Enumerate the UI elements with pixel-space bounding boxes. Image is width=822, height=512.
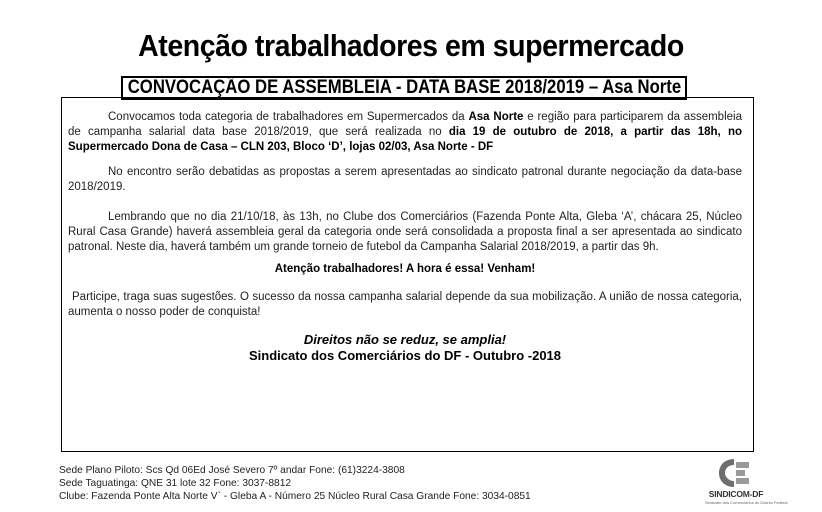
paragraph-general-assembly: Lembrando que no dia 21/10/18, às 13h, no Clube dos Comerciários (Fazenda Ponte Alta, Gleba ‘A’, chácara 25, Núcleo Rural Casa Grande) haverá assembleia geral da categoria onde será consolidada a proposta final a ser apresentada ao sindicato patronal. Neste dia, haverá também um grande torneio de futebol da Campanha Salarial 2018/2019, a partir das 9h. xyxy=(68,211,742,254)
p1-text-1: Convocamos toda categoria de trabalhadores em Supermercados da xyxy=(108,111,469,123)
footer-plano-piloto: Sede Plano Piloto: Scs Qd 06Ed José Severo 7º andar Fone: (61)3224-3808 xyxy=(59,465,405,476)
paragraph-convocation xyxy=(68,110,742,156)
callout: Atenção trabalhadores! A hora é essa! Venham! xyxy=(274,263,536,275)
headline: Atenção trabalhadores em supermercado xyxy=(138,28,684,63)
signature: Sindicato dos Comerciários do DF - Outubro -2018 xyxy=(248,348,562,363)
logo-name: SINDICOM-DF xyxy=(708,489,764,499)
sindicom-logo xyxy=(705,456,788,510)
paragraph-participate: Participe, traga suas sugestões. O sucesso da nossa campanha salarial depende da sua mobilização. A união de nossa categoria, aumenta o nosso poder de conquista! xyxy=(68,291,742,319)
footer-taguatinga: Sede Taguatinga: QNE 31 lote 32 Fone: 3037-8812 xyxy=(59,478,292,490)
subtitle: CONVOCAÇÃO DE ASSEMBLEIA - DATA BASE 2018/2019 – Asa Norte xyxy=(127,77,681,98)
p1-location: Asa Norte xyxy=(468,111,524,123)
sindicom-logo-icon xyxy=(715,456,753,490)
paragraph-debate: No encontro serão debatidas as propostas a serem apresentadas ao sindicato patronal durante negociação da data-base 2018/2019. xyxy=(68,166,742,194)
p1-date-venue: dia 19 de outubro de 2018, a partir das 18h, no Supermercado Dona de Casa – CLN 203, Bloco ‘D’, lojas 02/03, Asa Norte - DF xyxy=(68,126,742,154)
footer-addresses xyxy=(59,464,531,504)
slogan: Direitos não se reduz, se amplia! xyxy=(303,332,507,347)
logo-tagline: Sindicato dos Comerciários do Distrito Federal xyxy=(705,500,788,505)
p1-text-2: e região para participarem da assembleia de campanha salarial data base 2018/2019, que será realizada no xyxy=(68,111,742,139)
footer-clube: Clube: Fazenda Ponte Alta Norte V` - Gleba A - Número 25 Núcleo Rural Casa Grande Fone: 3034-0851 xyxy=(59,491,531,503)
